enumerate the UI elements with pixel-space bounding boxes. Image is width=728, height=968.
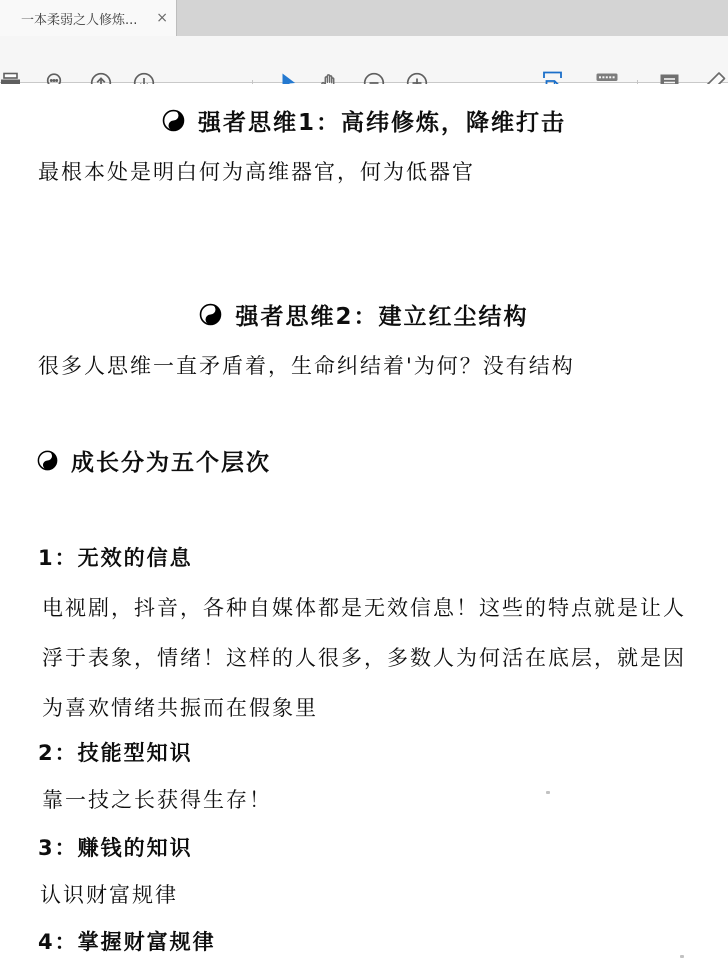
section-heading-3 xyxy=(37,444,271,477)
paragraph: 最根本处是明白何为高维器官，何为低器官 xyxy=(38,160,475,184)
level-label: 3：赚钱的知识 xyxy=(38,836,193,860)
paragraph: 为喜欢情绪共振而在假象里 xyxy=(42,696,318,720)
section-heading-1 xyxy=(0,104,728,137)
paragraph: 浮于表象，情绪！这样的人很多，多数人为何活在底层，就是因 xyxy=(42,646,686,670)
paragraph: 认识财富规律 xyxy=(40,883,178,907)
heading-text: 强者思维2：建立红尘结构 xyxy=(235,304,529,330)
yin-yang-icon xyxy=(162,109,185,132)
yin-yang-icon xyxy=(37,450,58,471)
section-heading-2 xyxy=(0,298,728,331)
heading-text: 强者思维1：高纬修炼，降维打击 xyxy=(197,110,566,136)
level-label: 4：掌握财富规律 xyxy=(38,930,216,954)
paragraph: 靠一技之长获得生存！ xyxy=(42,788,272,812)
yin-yang-icon xyxy=(199,303,222,326)
scan-speck xyxy=(680,955,684,958)
tab-title: 一本柔弱之人修炼... xyxy=(21,12,138,28)
tab-strip xyxy=(0,0,728,36)
paragraph: 电视剧，抖音，各种自媒体都是无效信息！这些的特点就是让人 xyxy=(42,596,686,620)
level-label: 2：技能型知识 xyxy=(38,741,193,765)
paragraph: 很多人思维一直矛盾着，生命纠结着'为何？没有结构 xyxy=(38,354,575,378)
heading-text: 成长分为五个层次 xyxy=(71,450,271,476)
level-label: 1：无效的信息 xyxy=(38,546,193,570)
main-toolbar xyxy=(0,36,728,83)
document-page xyxy=(0,84,728,968)
close-icon[interactable]: × xyxy=(156,10,168,26)
document-tab[interactable] xyxy=(0,0,177,36)
scan-speck xyxy=(546,791,550,794)
